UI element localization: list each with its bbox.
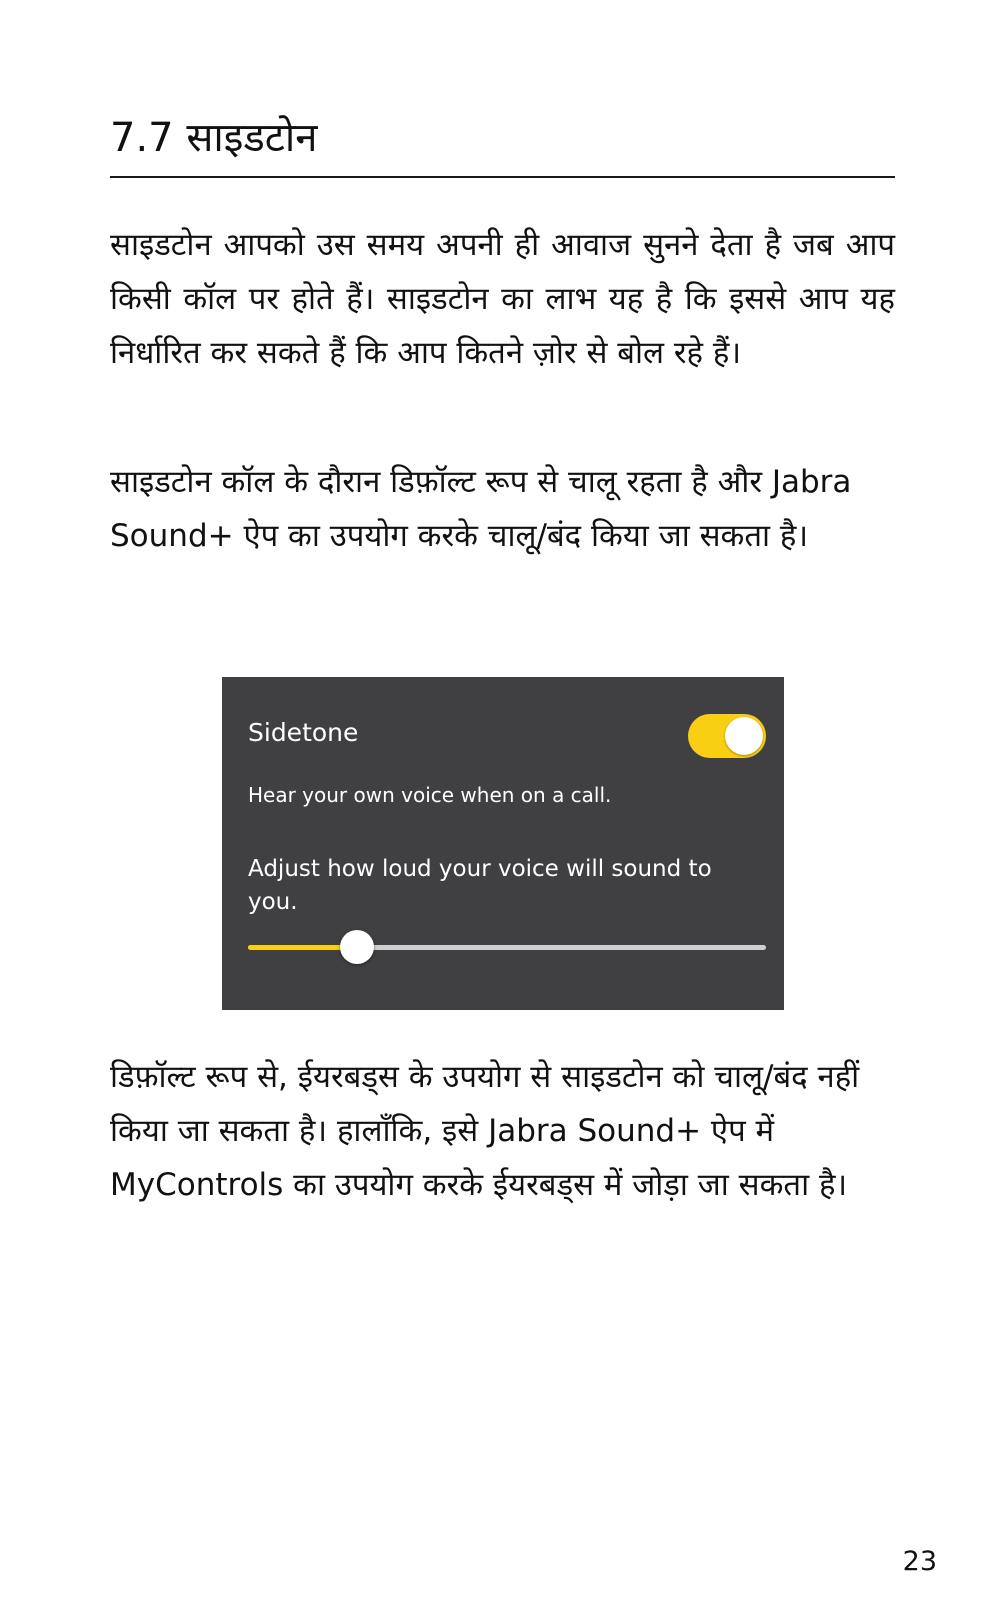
sidetone-title: Sidetone xyxy=(248,718,359,747)
section-heading: 7.7 साइडटोन xyxy=(110,115,318,161)
default-state-paragraph: साइडटोन कॉल के दौरान डिफ़ॉल्ट रूप से चालू रहता है और Jabra Sound+ ऐप का उपयोग करके चालू/बंद किया जा सकता है। xyxy=(110,464,852,554)
volume-adjust-label: Adjust how loud your voice will sound to you. xyxy=(248,856,712,915)
toggle-knob xyxy=(725,717,763,755)
sidetone-volume-slider[interactable] xyxy=(248,933,766,961)
page-number: 23 xyxy=(902,1546,937,1577)
sidetone-settings-panel xyxy=(222,677,784,1010)
sidetone-description: Hear your own voice when on a call. xyxy=(248,783,612,807)
heading-divider xyxy=(110,176,895,178)
intro-paragraph: साइडटोन आपको उस समय अपनी ही आवाज सुनने देता है जब आप किसी कॉल पर होते हैं। साइडटोन का लाभ यह है कि इससे आप यह निर्धारित कर सकते हैं कि आप कितने ज़ोर से बोल रहे हैं। xyxy=(110,227,895,371)
sidetone-toggle[interactable] xyxy=(688,714,766,758)
slider-thumb[interactable] xyxy=(340,930,374,964)
mycontrols-paragraph: डिफ़ॉल्ट रूप से, ईयरबड्स के उपयोग से साइडटोन को चालू/बंद नहीं किया जा सकता है। हालाँकि, इसे Jabra Sound+ ऐप में MyControls का उपयोग करके ईयरबड्स में जोड़ा जा सकता है। xyxy=(110,1059,860,1203)
